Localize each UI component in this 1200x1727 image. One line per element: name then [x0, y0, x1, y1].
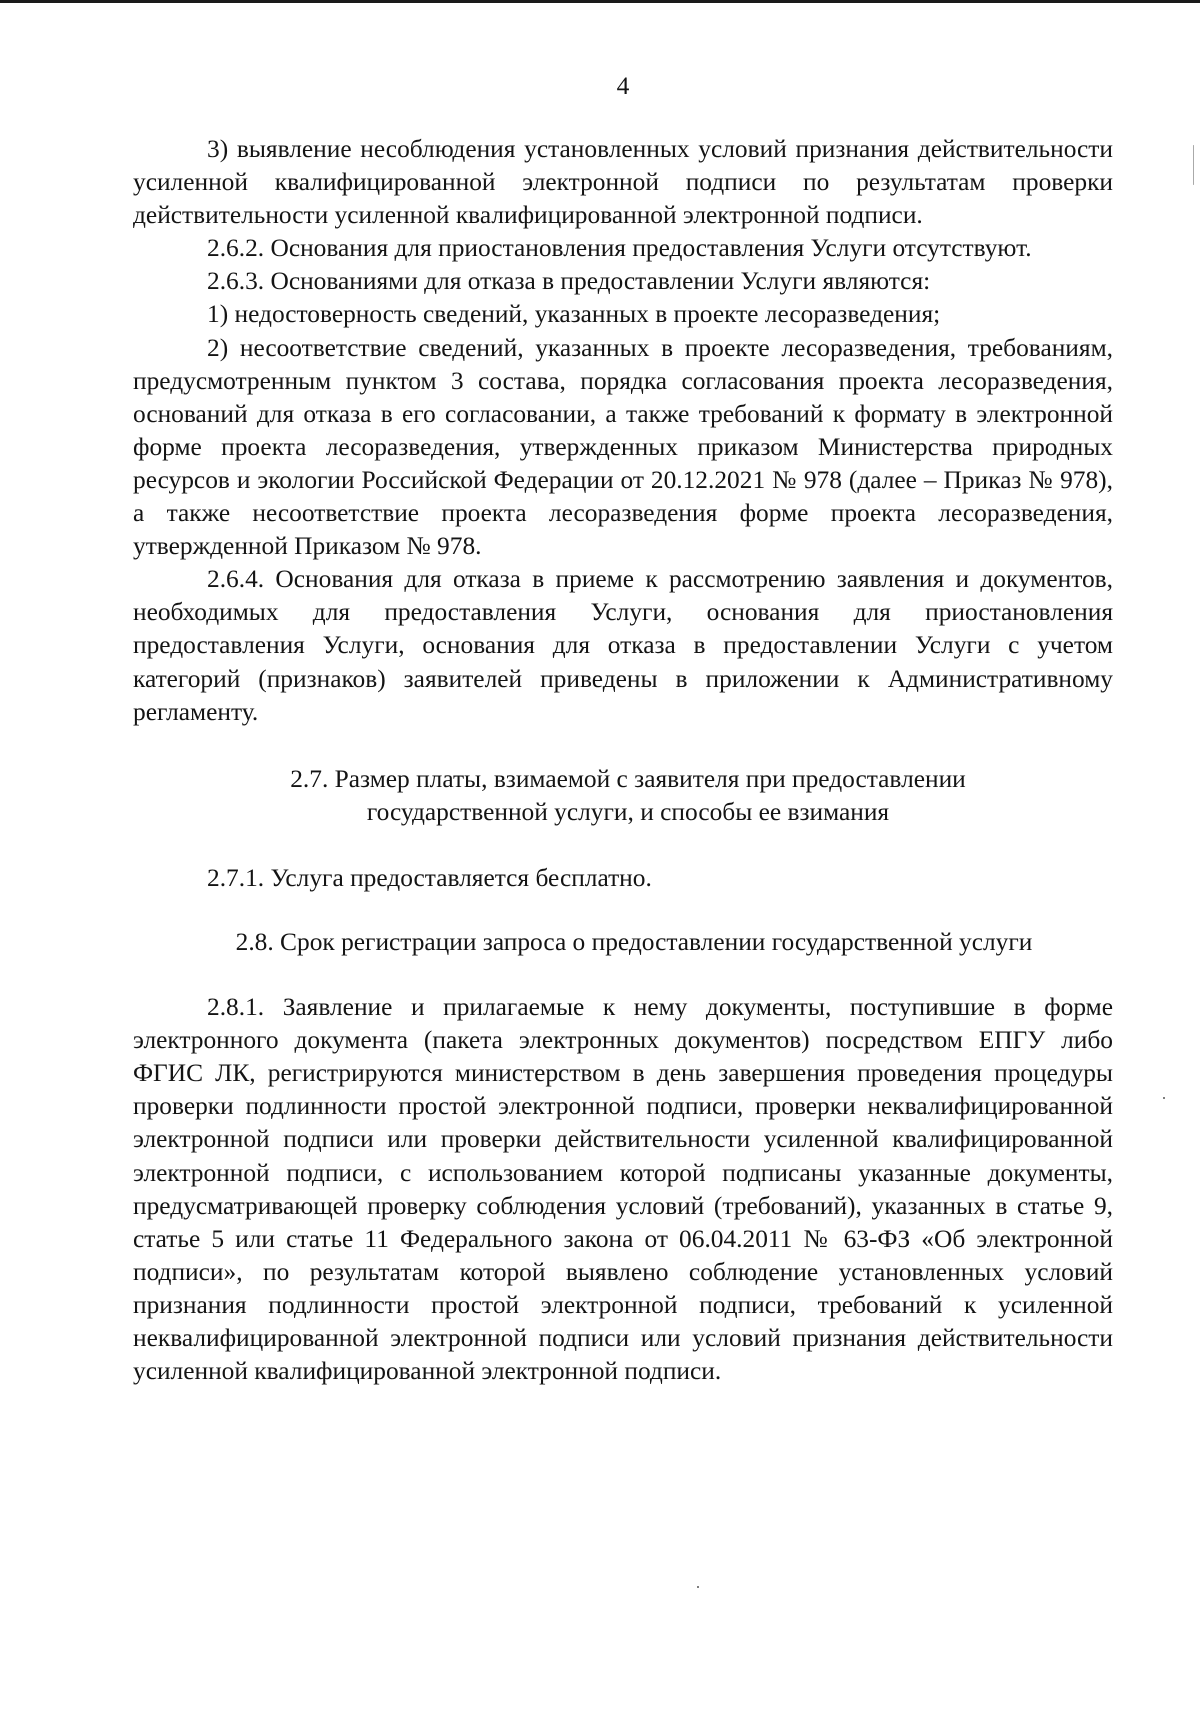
section-heading-2-7 [133, 763, 1113, 829]
scan-speck [697, 1586, 699, 1588]
document-page [133, 70, 1113, 1388]
scan-top-border [0, 0, 1200, 3]
paragraph-2-6-4: 2.6.4. Основания для отказа в приеме к рассмотрению заявления и документов, необходимых для предоставления Услуги, основания для приостановления предоставления Услуги, основания для отказа в предоставлении Услуги с учетом категорий (признаков) заявителей приведены в приложении к Административному регламенту. [133, 565, 1113, 726]
paragraph-2-6-3: 2.6.3. Основаниями для отказа в предоставлении Услуги являются: [207, 267, 931, 296]
section-heading-2-7-line2: государственной услуги, и способы ее взимания [366, 797, 890, 826]
scan-speck [1163, 1097, 1165, 1099]
paragraph-item-1: 1) недостоверность сведений, указанных в проекте лесоразведения; [207, 300, 941, 329]
paragraph-item-2: 2) несоответствие сведений, указанных в проекте лесоразведения, требованиям, предусмотренным пунктом 3 состава, порядка согласования проекта лесоразведения, оснований для отказа в его согласовании, а также требований к формату в электронной форме проекта лесоразведения, утвержденных приказом Министерства природных ресурсов и экологии Российской Федерации от 20.12.2021 № 978 (далее – Приказ № 978), а также несоответствие проекта лесоразведения форме проекта лесоразведения, утвержденной Приказом № 978. [133, 333, 1113, 561]
paragraph-2-6-2: 2.6.2. Основания для приостановления предоставления Услуги отсутствуют. [207, 234, 1032, 263]
paragraph-item-3: 3) выявление несоблюдения установленных условий признания действительности усиленной квалифицированной электронной подписи по результатам проверки действительности усиленной квалифицированной электронной подписи. [133, 135, 1113, 230]
page-number: 4 [616, 72, 630, 100]
scan-speck [1193, 145, 1194, 185]
paragraph-2-7-1: 2.7.1. Услуга предоставляется бесплатно. [207, 863, 652, 892]
section-heading-2-7-line1: 2.7. Размер платы, взимаемой с заявителя при предоставлении [290, 764, 966, 793]
section-heading-2-8: 2.8. Срок регистрации запроса о предоставлении государственной услуги [235, 927, 1033, 956]
paragraph-2-8-1: 2.8.1. Заявление и прилагаемые к нему документы, поступившие в форме электронного документа (пакета электронных документов) посредством ЕПГУ либо ФГИС ЛК, регистрируются министерством в день завершения проведения процедуры проверки подлинности простой электронной подписи, проверки неквалифицированной электронной подписи или проверки действительности усиленной квалифицированной электронной подписи, с использованием которой подписаны указанные документы, предусматривающей проверку соблюдения условий (требований), указанных в статье 9, статье 5 или статье 11 Федерального закона от 06.04.2011 № 63-ФЗ «Об электронной подписи», по результатам которой выявлено соблюдение установленных условий признания подлинности простой электронной подписи, требований к усиленной неквалифицированной электронной подписи или условий признания действительности усиленной квалифицированной электронной подписи. [133, 993, 1113, 1386]
